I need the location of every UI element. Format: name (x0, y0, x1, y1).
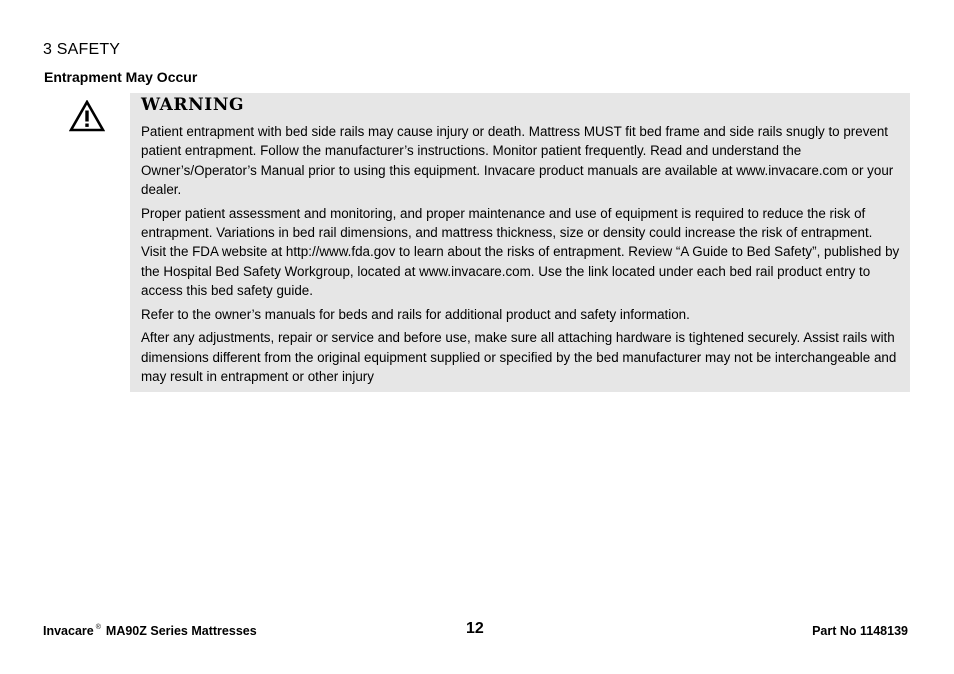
page-number: 12 (466, 620, 484, 637)
part-number: Part No 1148139 (812, 624, 908, 638)
warning-triangle-icon (69, 100, 105, 132)
warning-paragraph: Proper patient assessment and monitoring, and proper maintenance and use of equipment is required to reduce the risk of entrapment. Variations in bed rail dimensions, and mattress thickness, size or density could increase the risk of entrapment. Visit the FDA website at http://www.fda.gov to learn about the risks of entrapment. Review “A Guide to Bed Safety”, published by the Hospital Bed Safety Workgroup, located at www.invacare.com. Use the link located under each bed rail product entry to access this bed safety guide. (141, 205, 900, 298)
footer-product-name: MA90Z Series Mattresses (105, 624, 257, 638)
warning-paragraph: Refer to the owner’s manuals for beds and rails for additional product and safety information. (141, 306, 690, 322)
warning-paragraph: After any adjustments, repair or service and before use, make sure all attaching hardware is tightened securely. Assist rails with dimensions different from the original equipment supplied or specified by the bed manufacturer may not be interchangeable and may result in entrapment or other injury (141, 330, 897, 385)
warning-paragraph: Patient entrapment with bed side rails may cause injury or death. Mattress MUST fit bed frame and side rails snugly to prevent patient entrapment. Follow the manufacturer’s instructions. Monitor patient frequently. Read and understand the Owner’s/Operator’s Manual prior to using this equipment. Invacare product manuals are available at www.invacare.com or your dealer. (141, 124, 894, 197)
footer-product (43, 622, 257, 640)
sub-heading: Entrapment May Occur (44, 69, 198, 85)
section-heading: 3 SAFETY (43, 41, 121, 58)
footer-brand: Invacare (43, 624, 94, 638)
warning-title: WARNING (141, 95, 245, 115)
registered-mark: ® (95, 624, 101, 631)
warning-box (130, 93, 910, 392)
